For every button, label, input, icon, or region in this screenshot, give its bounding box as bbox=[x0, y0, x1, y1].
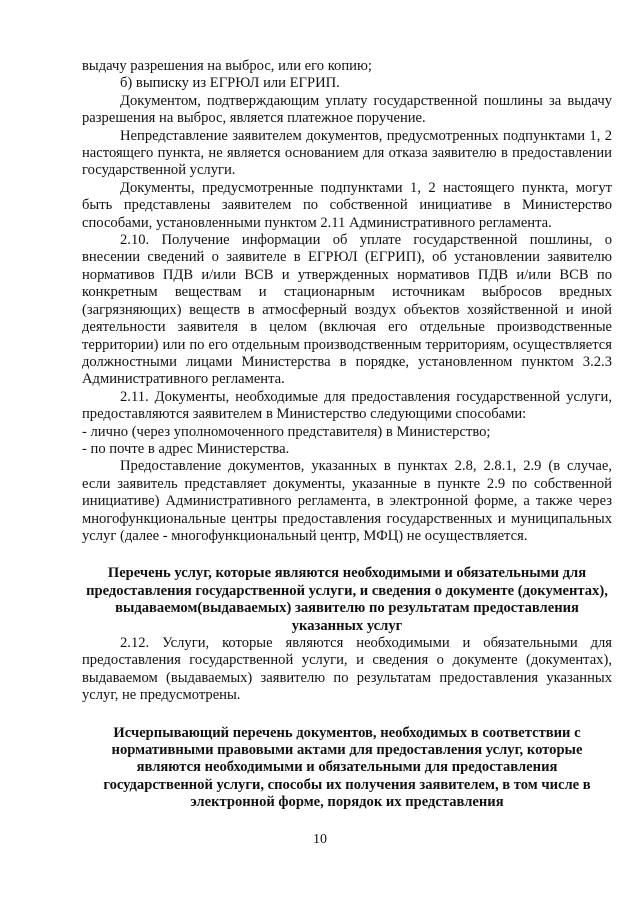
paragraph: Документом, подтверждающим уплату государственной пошлины за выдачу разрешения на выброс, является платежное поручение. bbox=[82, 92, 612, 127]
paragraph: Документы, предусмотренные подпунктами 1, 2 настоящего пункта, могут быть представлены заявителем по собственной инициативе в Министерство способами, установленными пунктом 2.11 Административного регламента. bbox=[82, 179, 612, 231]
list-item: - по почте в адрес Министерства. bbox=[82, 440, 290, 457]
paragraph: Предоставление документов, указанных в пунктах 2.8, 2.8.1, 2.9 (в случае, если заявитель представляет документы, указанные в пункте 2.9 по собственной инициативе) Административного регламента, в электронной форме, а также через многофункциональные центры предоставления государственных и муниципальных услуг (далее - многофункциональный центр, МФЦ) не осуществляется. bbox=[82, 458, 612, 544]
document-page bbox=[82, 58, 612, 812]
section-heading: Исчерпывающий перечень документов, необходимых в соответствии с нормативными правовыми актами для предоставления услуг, которые являются необходимыми и обязательными для предоставления государственной услуги, способы их получения заявителем, в том числе в электронной форме, порядок их представления bbox=[103, 724, 591, 811]
section-heading: Перечень услуг, которые являются необходимыми и обязательными для предоставления государственной услуги, и сведения о документе (документах), выдаваемом(выдаваемых) заявителю по результатам предоставления указанных услуг bbox=[86, 565, 608, 634]
page-number: 10 bbox=[313, 832, 327, 847]
paragraph-2-11: 2.11. Документы, необходимые для предоставления государственной услуги, предоставляются заявителем в Министерство следующими способами: bbox=[82, 388, 612, 423]
paragraph-2-12: 2.12. Услуги, которые являются необходимыми и обязательными для предоставления государственной услуги, и сведения о документе (документах), выдаваемом (выдаваемых) заявителю по результатам предоставления указанных услуг, не предусмотрены. bbox=[82, 635, 612, 704]
paragraph: б) выписку из ЕГРЮЛ или ЕГРИП. bbox=[120, 75, 340, 92]
paragraph: Непредставление заявителем документов, предусмотренных подпунктами 1, 2 настоящего пункта, не является основанием для отказа заявителю в предоставлении государственной услуги. bbox=[82, 127, 612, 179]
paragraph-2-10: 2.10. Получение информации об уплате государственной пошлины, о внесении сведений о заявителе в ЕГРЮЛ (ЕГРИП), об установлении заявителю нормативов ПДВ и/или ВСВ и утвержденных нормативов ПДВ и/или ВСВ по конкретным веществам и стационарным источникам выбросов вредных (загрязняющих) веществ в атмосферный воздух объектов хозяйственной и иной деятельности заявителя в целом (включая его отдельные производственные территории) или по его отдельным производственным территориям, осуществляется должностными лицами Министерства в порядке, установленном пунктом 3.2.3 Административного регламента. bbox=[82, 232, 612, 388]
paragraph: выдачу разрешения на выброс, или его копию; bbox=[82, 58, 372, 74]
list-item: - лично (через уполномоченного представителя) в Министерство; bbox=[82, 423, 491, 440]
